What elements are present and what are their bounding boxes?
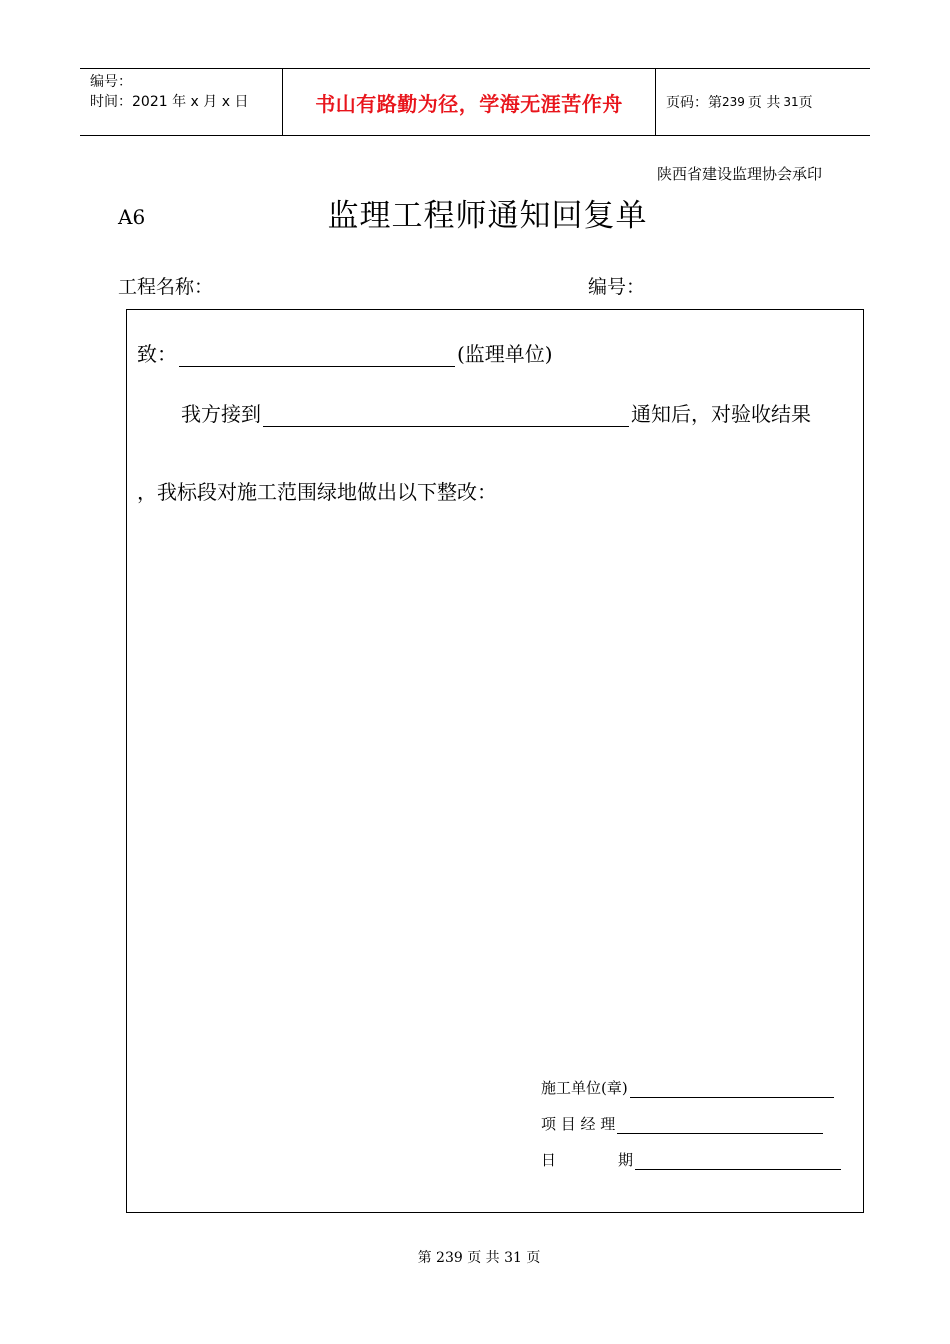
date-label-a: 日 [541,1151,557,1169]
header-meta [80,69,282,135]
serial-number-label: 编号： [588,276,646,298]
manager-signature-line [541,1113,825,1134]
page-header [80,68,870,136]
contractor-label: 施工单位(章) [541,1079,628,1097]
addressee-line [137,338,553,367]
form-body-box [126,309,864,1213]
header-page-num: 239 [722,95,745,109]
received-suffix: 通知后，对验收结果 [631,402,811,426]
contractor-signature-line [541,1077,836,1098]
project-name-label: 工程名称： [118,276,214,298]
header-page-suffix: 页 [798,95,813,111]
header-time: 时间：2021 年 x 月 x 日 [90,94,249,110]
header-page-total: 31 [783,95,799,109]
manager-field[interactable] [617,1115,823,1134]
page-footer: 第 239 页 共 31 页 [417,1250,541,1266]
header-motto: 书山有路勤为径，学海无涯苦作舟 [315,91,623,116]
addressee-field[interactable] [179,344,455,367]
date-signature-line [541,1149,843,1170]
form-code: A6 [118,205,146,229]
printer-association: 陕西省建设监理协会承印 [656,165,822,183]
header-serial-label: 编号： [90,74,132,90]
date-label-b: 期 [618,1151,634,1169]
received-prefix: 我方接到 [181,402,261,426]
addressee-label: 致： [137,342,177,366]
rectification-line: ，我标段对施工范围绿地做出以下整改： [137,480,497,504]
addressee-suffix: (监理单位) [457,342,553,366]
received-notice-line [181,398,811,427]
notice-name-field[interactable] [263,404,629,427]
header-motto-cell [282,69,656,135]
document-title: 监理工程师通知回复单 [327,198,648,234]
date-field[interactable] [635,1151,841,1170]
contractor-field[interactable] [630,1079,834,1098]
header-page-mid: 页 共 [747,95,781,111]
header-page-info [656,69,870,135]
manager-label: 项 目 经 理 [541,1115,616,1133]
header-page-prefix: 页码：第 [666,95,722,111]
